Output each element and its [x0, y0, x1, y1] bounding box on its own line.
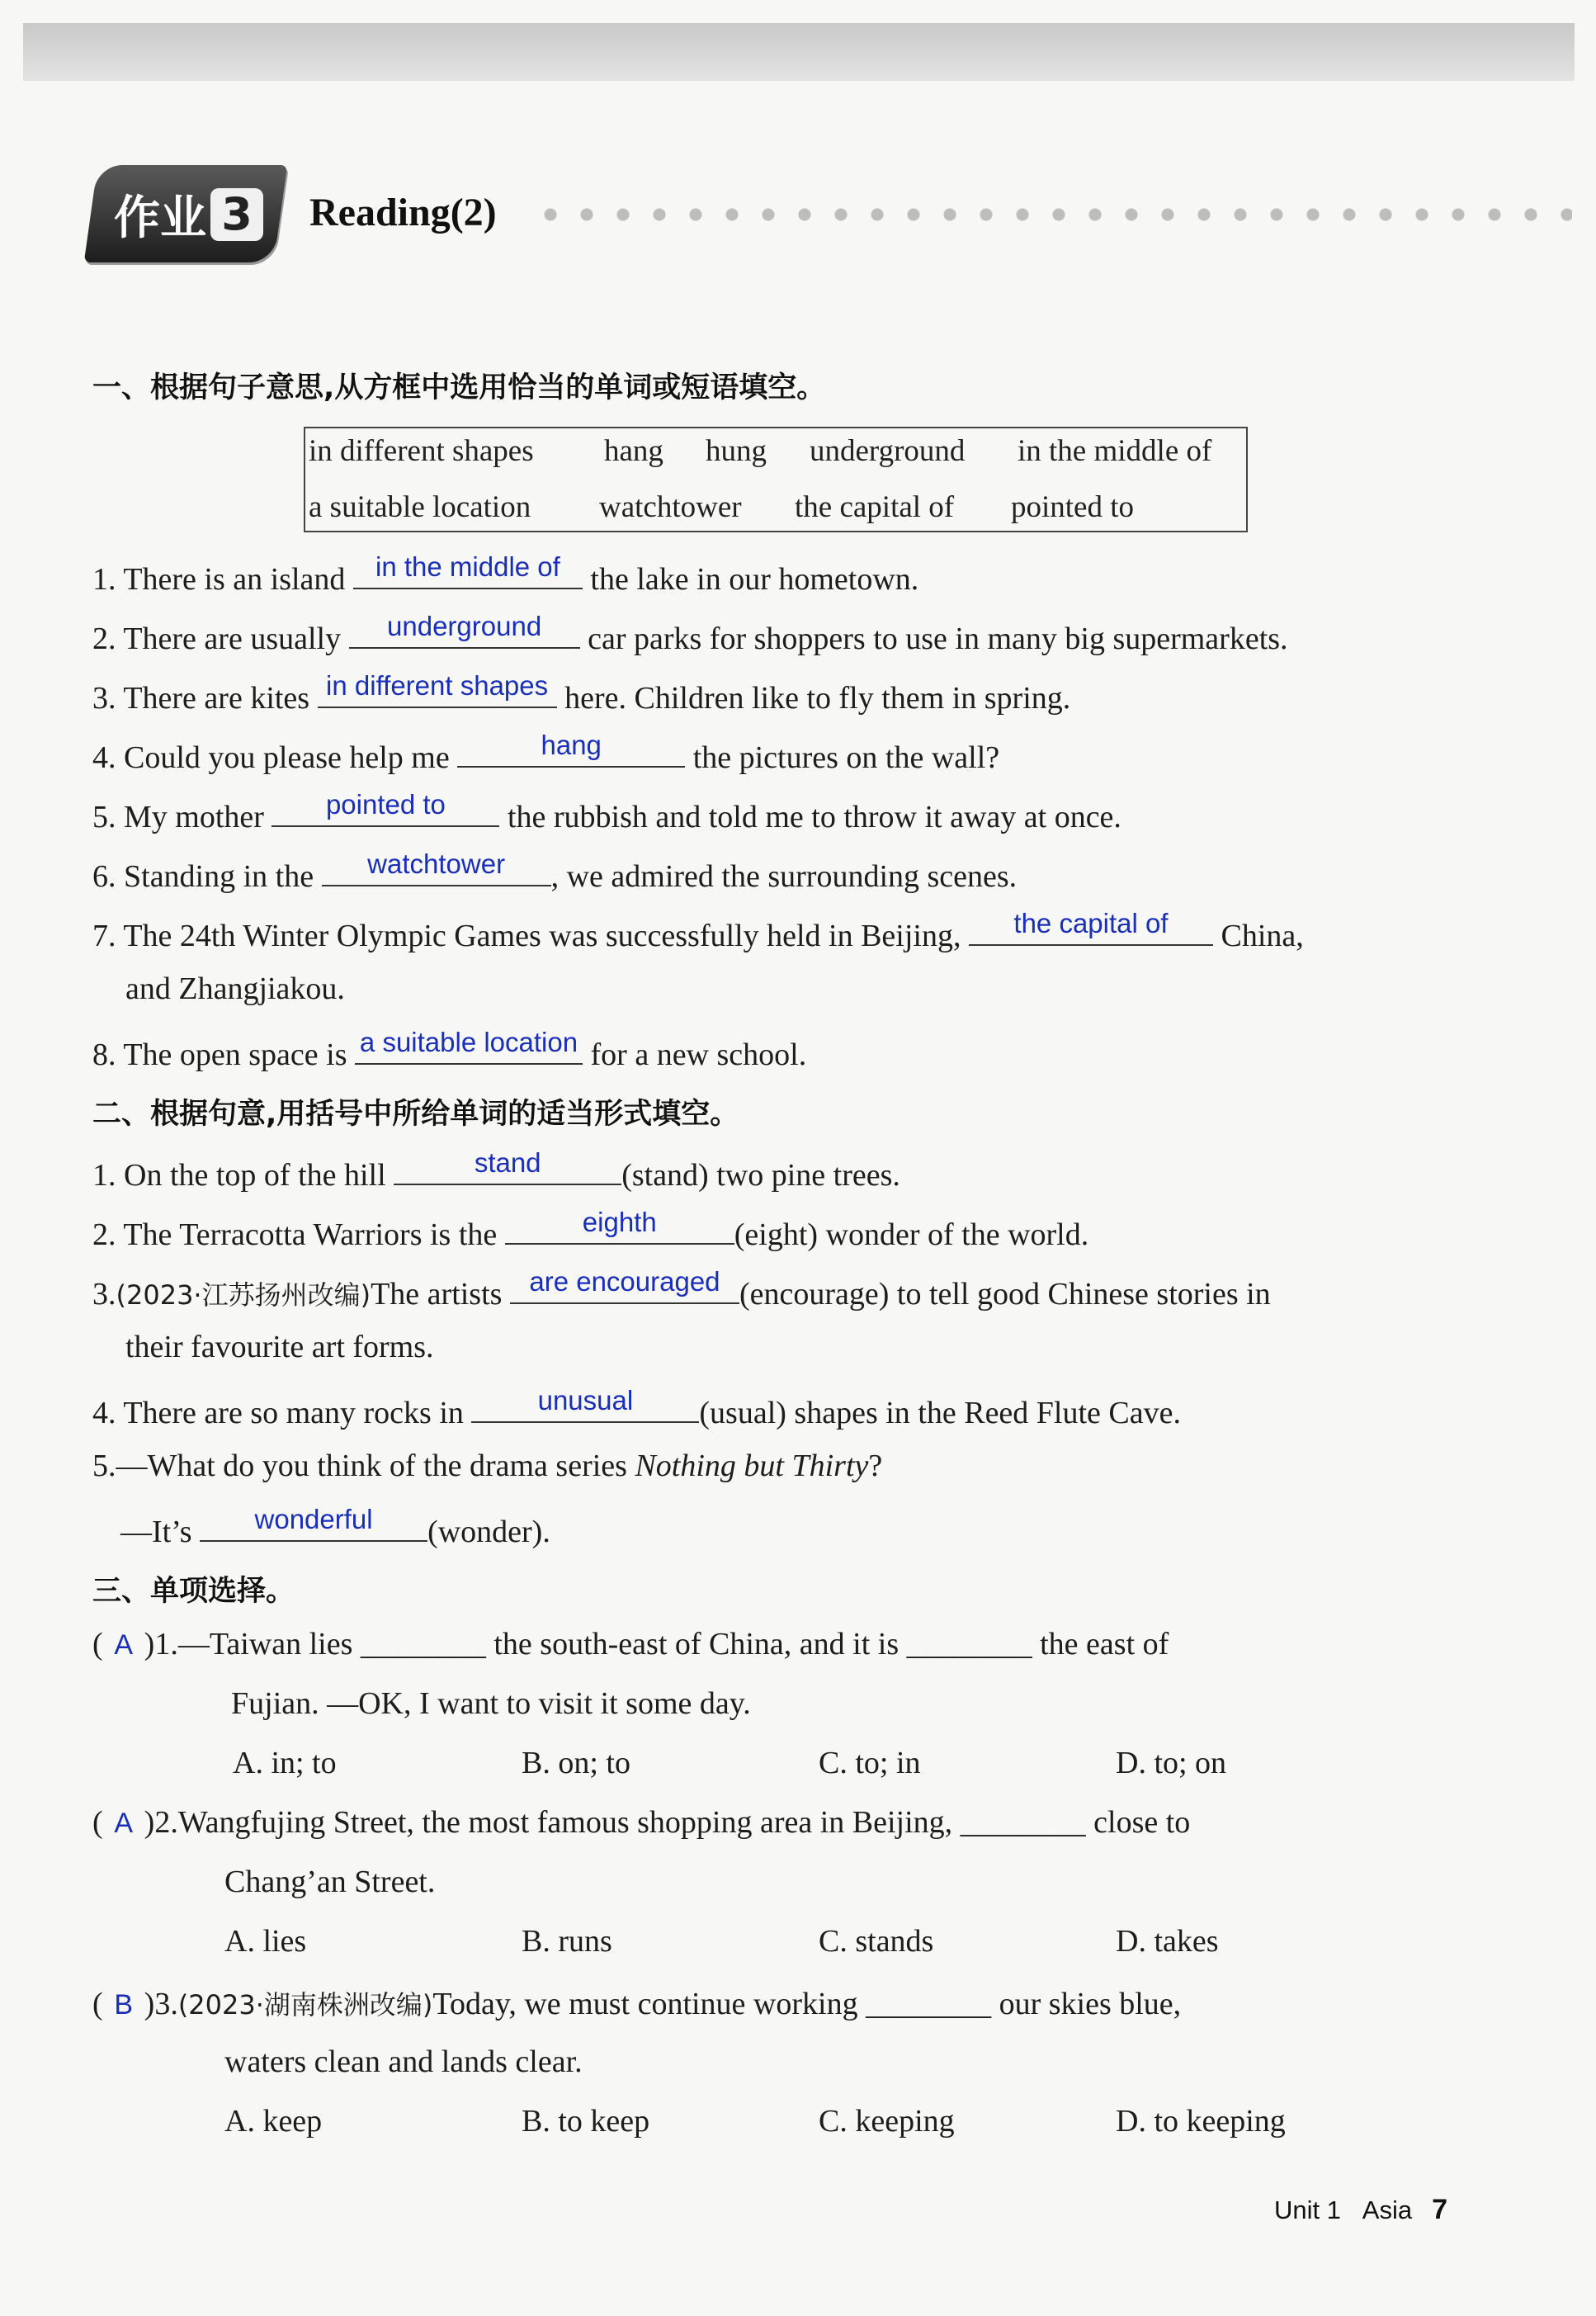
s2-question-3-continued: their favourite art forms. [125, 1330, 434, 1364]
answer-text: in different shapes [326, 670, 549, 701]
unit-topic: Asia [1362, 2195, 1413, 2224]
badge-number: 3 [210, 188, 263, 241]
source-note: (2023·江苏扬州改编) [116, 1279, 371, 1311]
source-note: (2023·湖南株洲改编) [177, 1989, 433, 2021]
answer-blank[interactable] [510, 1266, 739, 1304]
choice-answer[interactable]: A [114, 1629, 133, 1661]
s1-question-5: 5. My mother pointed to the rubbish and told me to throw it away at once. [92, 789, 1121, 834]
answer-text: watchtower [367, 848, 506, 879]
answer-text: a suitable location [359, 1027, 578, 1057]
option-b[interactable]: B. to keep [522, 2104, 650, 2139]
answer-text: wonderful [254, 1504, 373, 1534]
option-a[interactable]: A. lies [224, 1924, 307, 1959]
s1-question-7: 7. The 24th Winter Olympic Games was successfully held in Beijing, the capital of China, [92, 908, 1304, 953]
answer-blank[interactable] [471, 1385, 699, 1423]
s3-question-1: ( A )1.—Taiwan lies ________ the south-east of China, and it is ________ the east of [92, 1627, 1169, 1661]
answer-blank[interactable] [272, 789, 499, 827]
page-number: 7 [1432, 2194, 1447, 2225]
option-c[interactable]: C. keeping [819, 2104, 955, 2139]
word-box [304, 427, 1248, 532]
answer-text: hang [541, 730, 602, 760]
s1-question-4: 4. Could you please help me hang the pictures on the wall? [92, 730, 1000, 775]
answer-blank[interactable] [318, 670, 557, 708]
s3-question-2-line2: Chang’an Street. [224, 1865, 436, 1899]
s3-question-3-line2: waters clean and lands clear. [224, 2044, 583, 2079]
s1-question-6: 6. Standing in the watchtower , we admired the surrounding scenes. [92, 848, 1018, 894]
answer-blank[interactable] [969, 908, 1213, 946]
page-title: Reading(2) [309, 191, 497, 234]
word-box-item: a suitable location [309, 490, 531, 524]
option-c[interactable]: C. stands [819, 1924, 934, 1959]
unit-label: Unit 1 [1273, 2195, 1341, 2224]
option-d[interactable]: D. takes [1116, 1924, 1219, 1959]
s1-question-1: 1. There is an island in the middle of the lake in our hometown. [92, 551, 919, 597]
choice-answer[interactable]: B [114, 1989, 133, 2021]
s2-question-5: 5.—What do you think of the drama series Nothing but Thirty? [92, 1449, 883, 1483]
s2-question-1: 1. On the top of the hill stand (stand) two pine trees. [92, 1147, 900, 1193]
s3-question-2: ( A )2.Wangfujing Street, the most famous shopping area in Beijing, ________ close to [92, 1805, 1191, 1840]
s1-question-8: 8. The open space is a suitable location for a new school. [92, 1027, 807, 1072]
word-box-item: hung [706, 434, 767, 468]
assignment-header [91, 165, 1576, 264]
page-footer [1274, 2194, 1447, 2226]
answer-blank[interactable] [457, 730, 685, 768]
answer-blank[interactable] [353, 551, 583, 589]
option-a[interactable]: A. in; to [233, 1746, 337, 1780]
s3-question-1-line2: Fujian. —OK, I want to visit it some day. [231, 1686, 751, 1721]
answer-blank[interactable] [322, 848, 551, 886]
option-b[interactable]: B. runs [522, 1924, 612, 1959]
s2-question-2: 2. The Terracotta Warriors is the eighth (eight) wonder of the world. [92, 1207, 1089, 1252]
section3-title: 三、单项选择。 [92, 1575, 295, 1608]
s1-question-3: 3. There are kites in different shapes here. Children like to fly them in spring. [92, 670, 1071, 716]
answer-text: stand [474, 1147, 541, 1178]
word-box-item: in the middle of [1018, 434, 1212, 468]
s1-question-7-continued: and Zhangjiakou. [125, 971, 345, 1006]
s2-question-3: 3.(2023·江苏扬州改编)The artists are encouraged (encourage) to tell good Chinese stories in [92, 1266, 1271, 1312]
word-box-item: the capital of [795, 490, 955, 524]
section1-title: 一、根据句子意思,从方框中选用恰当的单词或短语填空。 [92, 371, 826, 404]
option-c[interactable]: C. to; in [819, 1746, 921, 1780]
answer-blank[interactable] [200, 1504, 427, 1542]
answer-text: unusual [537, 1385, 634, 1416]
answer-text: in the middle of [375, 551, 560, 582]
answer-text: the capital of [1013, 908, 1169, 938]
word-box-item: underground [810, 434, 966, 468]
answer-text: pointed to [325, 789, 446, 820]
word-box-item: pointed to [1011, 490, 1135, 524]
drama-title: Nothing but Thirty [635, 1449, 869, 1483]
option-b[interactable]: B. on; to [522, 1746, 630, 1780]
s2-question-4: 4. There are so many rocks in unusual (usual) shapes in the Reed Flute Cave. [92, 1385, 1181, 1430]
section2-title: 二、根据句意,用括号中所给单词的适当形式填空。 [92, 1098, 739, 1131]
answer-text: underground [387, 611, 542, 641]
word-box-item: watchtower [599, 490, 742, 524]
s3-question-3: ( B )3.(2023·湖南株洲改编)Today, we must continue working ________ our skies blue, [92, 1987, 1182, 2021]
option-d[interactable]: D. to; on [1116, 1746, 1227, 1780]
answer-text: are encouraged [529, 1266, 720, 1297]
s2-question-5-reply: —It’s wonderful (wonder). [120, 1504, 550, 1549]
answer-blank[interactable] [394, 1147, 621, 1185]
answer-blank[interactable] [505, 1207, 734, 1245]
option-a[interactable]: A. keep [224, 2104, 323, 2139]
word-box-item: hang [604, 434, 663, 468]
answer-blank[interactable] [349, 611, 580, 649]
top-margin-bar [23, 23, 1575, 81]
option-d[interactable]: D. to keeping [1116, 2104, 1286, 2139]
answer-blank[interactable] [355, 1027, 583, 1065]
dotted-rule [532, 208, 1572, 221]
choice-answer[interactable]: A [114, 1808, 133, 1839]
badge-text: 作业 [114, 191, 206, 245]
answer-text: eighth [582, 1207, 657, 1237]
s1-question-2: 2. There are usually underground car parks for shoppers to use in many big supermarkets. [92, 611, 1288, 656]
word-box-item: in different shapes [309, 434, 534, 468]
